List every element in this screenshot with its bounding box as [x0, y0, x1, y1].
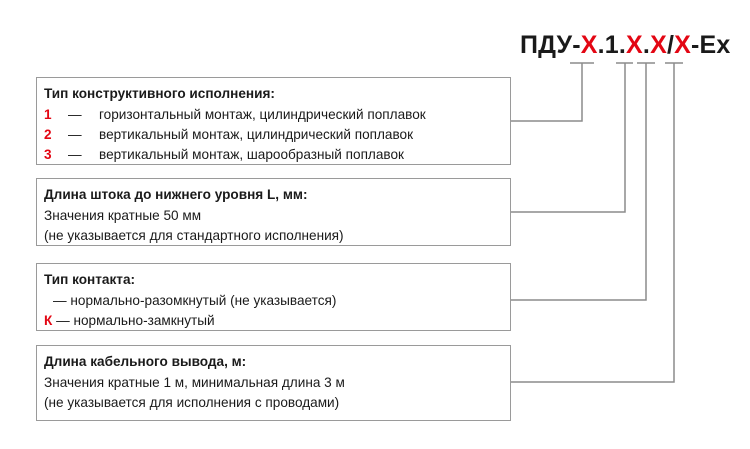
connector-cable [510, 63, 674, 382]
option-text: — нормально-замкнутый [52, 313, 215, 328]
option-row [44, 105, 510, 125]
description-line: (не указывается для стандартного исполнения) [44, 228, 344, 243]
code-sep-3: / [666, 31, 675, 59]
section-contact-type [36, 263, 511, 331]
option-text: — нормально-разомкнутый (не указывается) [53, 293, 337, 308]
option-code: 1 [44, 107, 52, 122]
option-row [44, 291, 510, 311]
connector-type [510, 63, 582, 121]
option-text: вертикальный монтаж, шарообразный поплавок [99, 147, 405, 162]
option-dash: — [68, 127, 82, 142]
code-x-cable: X [674, 31, 691, 59]
option-text: вертикальный монтаж, цилиндрический поплавок [99, 127, 414, 142]
option-code: 3 [44, 147, 52, 162]
code-x-type: X [580, 31, 598, 59]
section-title: Тип конструктивного исполнения: [44, 86, 275, 101]
option-row [44, 145, 510, 165]
option-row [44, 125, 510, 145]
code-prefix: ПДУ- [520, 31, 581, 59]
connector-length [510, 63, 625, 212]
option-code: К [44, 313, 53, 328]
code-suffix: -Ex [690, 31, 731, 59]
option-dash: — [68, 147, 82, 162]
description-line: Значения кратные 1 м, минимальная длина 3 м [44, 375, 345, 390]
section-title: Тип контакта: [44, 272, 136, 287]
section-title: Длина кабельного вывода, м: [44, 354, 247, 369]
section-cable-length [36, 345, 511, 421]
option-text: горизонтальный монтаж, цилиндрический поплавок [99, 107, 426, 122]
code-x-contact: X [650, 31, 667, 59]
option-dash: — [68, 107, 82, 122]
description-line: Значения кратные 50 мм [44, 208, 202, 223]
section-rod-length [36, 178, 511, 246]
code-sep-1: .1. [597, 31, 627, 59]
option-code: 2 [44, 127, 52, 142]
description-line: (не указывается для исполнения с проводами) [44, 395, 340, 410]
code-sep-2: . [642, 31, 651, 59]
section-construction-type [36, 77, 511, 165]
option-row [44, 311, 510, 331]
section-title: Длина штока до нижнего уровня L, мм: [44, 187, 308, 202]
code-x-length: X [626, 31, 643, 59]
